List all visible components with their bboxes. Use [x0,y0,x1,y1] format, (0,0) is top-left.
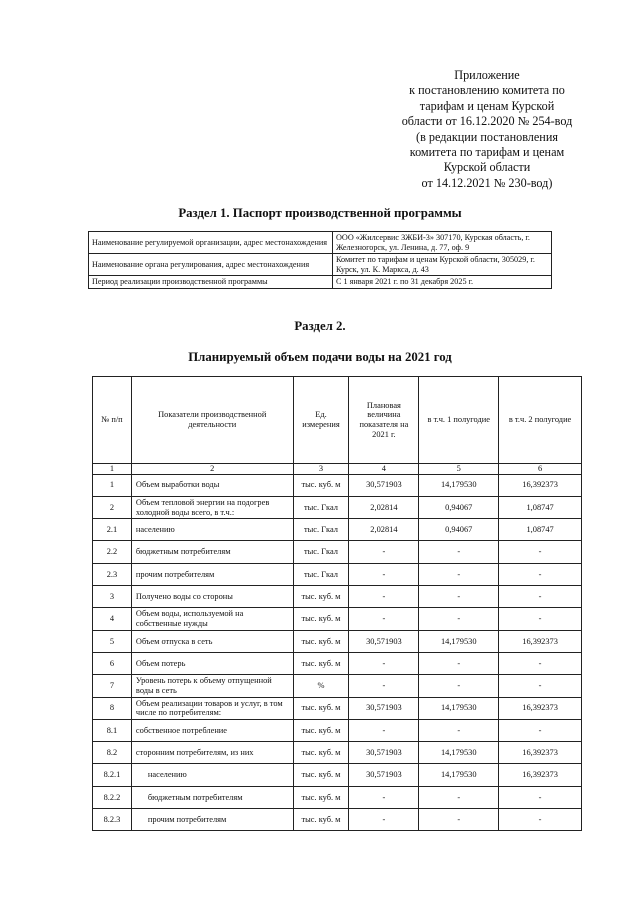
passport-value: С 1 января 2021 г. по 31 декабря 2025 г. [333,276,552,289]
table-row [93,742,582,764]
table-header-row [93,377,582,464]
row-half1-value: - [419,719,499,741]
row-plan-value: 30,571903 [349,697,419,719]
row-number: 7 [93,675,132,697]
row-half1-value: - [419,809,499,831]
row-indicator: бюджетным потребителям [131,541,293,563]
row-indicator: Уровень потерь к объему отпущенной воды в сеть [131,675,293,697]
column-number-row [93,464,582,475]
row-indicator: населению [131,764,293,786]
row-indicator: бюджетным потребителям [131,786,293,808]
row-half2-value: - [499,809,582,831]
row-plan-value: - [349,675,419,697]
appendix-header [392,68,582,191]
table-row [93,586,582,608]
row-half1-value: 14,179530 [419,764,499,786]
table-row [93,474,582,496]
column-number: 2 [131,464,293,475]
row-half2-value: 16,392373 [499,697,582,719]
row-unit: тыс. Гкал [293,563,349,585]
row-half2-value: - [499,541,582,563]
appendix-line: Приложение [454,68,520,82]
row-indicator: Получено воды со стороны [131,586,293,608]
row-half2-value: 16,392373 [499,630,582,652]
table-row [93,541,582,563]
row-half2-value: 16,392373 [499,742,582,764]
row-half1-value: 14,179530 [419,742,499,764]
header-cell-number: № п/п [93,377,132,464]
row-indicator: Объем выработки воды [131,474,293,496]
row-indicator: Объем воды, используемой на собственные нужды [131,608,293,630]
row-half1-value: 14,179530 [419,474,499,496]
row-unit: тыс. куб. м [293,608,349,630]
row-unit: тыс. Гкал [293,496,349,518]
row-unit: тыс. куб. м [293,630,349,652]
row-unit: тыс. куб. м [293,742,349,764]
table-row [93,608,582,630]
column-number: 3 [293,464,349,475]
appendix-line: Курской области [443,160,531,175]
passport-key: Наименование органа регулирования, адрес местонахождения [89,254,333,276]
row-half2-value: - [499,786,582,808]
table-body [93,474,582,831]
row-half1-value: - [419,563,499,585]
row-half2-value: - [499,675,582,697]
table-row [93,519,582,541]
row-indicator: Объем тепловой энергии на подогрев холодной воды всего, в т.ч.: [131,496,293,518]
row-plan-value: 30,571903 [349,764,419,786]
row-plan-value: 30,571903 [349,742,419,764]
header-cell-half1: в т.ч. 1 полугодие [419,377,499,464]
passport-key: Период реализации производственной программы [89,276,333,289]
row-indicator: прочим потребителям [131,563,293,585]
row-number: 8.2 [93,742,132,764]
row-plan-value: - [349,541,419,563]
row-number: 8 [93,697,132,719]
row-plan-value: - [349,652,419,674]
column-number: 4 [349,464,419,475]
passport-table [88,231,552,289]
row-plan-value: 30,571903 [349,474,419,496]
row-half2-value: - [499,586,582,608]
row-number: 8.2.3 [93,809,132,831]
row-half1-value: - [419,675,499,697]
section2-title: Раздел 2. [294,319,346,333]
row-half2-value: - [499,608,582,630]
row-half1-value: - [419,652,499,674]
row-number: 4 [93,608,132,630]
table-row [93,764,582,786]
row-half1-value: 0,94067 [419,519,499,541]
passport-row [89,254,552,276]
row-number: 2.1 [93,519,132,541]
row-indicator: Объем отпуска в сеть [131,630,293,652]
row-number: 8.2.2 [93,786,132,808]
header-cell-half2: в т.ч. 2 полугодие [499,377,582,464]
row-number: 2.3 [93,563,132,585]
row-plan-value: - [349,563,419,585]
table-row [93,786,582,808]
row-plan-value: 2,02814 [349,496,419,518]
row-unit: тыс. куб. м [293,586,349,608]
appendix-line: тарифам и ценам Курской [419,98,555,113]
section1-title: Раздел 1. Паспорт производственной программы [178,206,462,220]
row-number: 6 [93,652,132,674]
row-plan-value: - [349,809,419,831]
row-number: 8.2.1 [93,764,132,786]
row-half1-value: - [419,608,499,630]
row-unit: тыс. куб. м [293,764,349,786]
row-plan-value: 2,02814 [349,519,419,541]
header-cell-plan: Плановая величина показателя на 2021 г. [349,377,419,464]
appendix-line: от 14.12.2021 № 230-вод) [421,175,553,190]
row-unit: тыс. куб. м [293,809,349,831]
table-row [93,652,582,674]
table-row [93,563,582,585]
row-indicator: Объем реализации товаров и услуг, в том числе по потребителям: [131,697,293,719]
table-row [93,675,582,697]
row-half2-value: 16,392373 [499,764,582,786]
row-unit: тыс. куб. м [293,474,349,496]
row-half1-value: - [419,541,499,563]
passport-row [89,232,552,254]
row-half1-value: - [419,586,499,608]
row-plan-value: - [349,608,419,630]
row-half2-value: - [499,719,582,741]
row-plan-value: - [349,719,419,741]
column-number: 6 [499,464,582,475]
row-unit: тыс. Гкал [293,541,349,563]
row-number: 2 [93,496,132,518]
appendix-line: области от 16.12.2020 № 254-вод [401,114,573,129]
passport-value: ООО «Жилсервис ЗЖБИ-3» 307170, Курская область, г. Железногорск, ул. Ленина, д. 77, оф. 9 [333,232,552,254]
row-half2-value: - [499,563,582,585]
row-number: 1 [93,474,132,496]
table-row [93,496,582,518]
table-row [93,719,582,741]
row-unit: тыс. куб. м [293,719,349,741]
row-number: 5 [93,630,132,652]
appendix-line: комитета по тарифам и ценам [409,145,565,160]
row-half1-value: 14,179530 [419,697,499,719]
row-unit: тыс. куб. м [293,652,349,674]
row-indicator: Объем потерь [131,652,293,674]
header-cell-unit: Ед. измерения [293,377,349,464]
row-number: 3 [93,586,132,608]
passport-key: Наименование регулируемой организации, адрес местонахождения [89,232,333,254]
row-unit: % [293,675,349,697]
water-volume-table [92,376,582,831]
header-cell-indicator: Показатели производственной деятельности [131,377,293,464]
row-plan-value: - [349,786,419,808]
row-half2-value: 1,08747 [499,519,582,541]
appendix-line: (в редакции постановления [416,129,558,144]
table-row [93,697,582,719]
row-unit: тыс. куб. м [293,697,349,719]
row-plan-value: - [349,586,419,608]
row-half2-value: - [499,652,582,674]
row-indicator: прочим потребителям [131,809,293,831]
appendix-line: к постановлению комитета по [409,83,565,98]
row-plan-value: 30,571903 [349,630,419,652]
row-half2-value: 16,392373 [499,474,582,496]
row-unit: тыс. куб. м [293,786,349,808]
table-row [93,809,582,831]
row-half1-value: - [419,786,499,808]
row-number: 8.1 [93,719,132,741]
row-indicator: сторонним потребителям, из них [131,742,293,764]
row-indicator: населению [131,519,293,541]
passport-row [89,276,552,289]
column-number: 5 [419,464,499,475]
column-number: 1 [93,464,132,475]
table-title: Планируемый объем подачи воды на 2021 год [188,350,452,364]
row-unit: тыс. Гкал [293,519,349,541]
row-indicator: собственное потребление [131,719,293,741]
table-row [93,630,582,652]
row-half1-value: 14,179530 [419,630,499,652]
row-half1-value: 0,94067 [419,496,499,518]
row-half2-value: 1,08747 [499,496,582,518]
passport-value: Комитет по тарифам и ценам Курской области, 305029, г. Курск, ул. К. Маркса, д. 43 [333,254,552,276]
row-number: 2.2 [93,541,132,563]
